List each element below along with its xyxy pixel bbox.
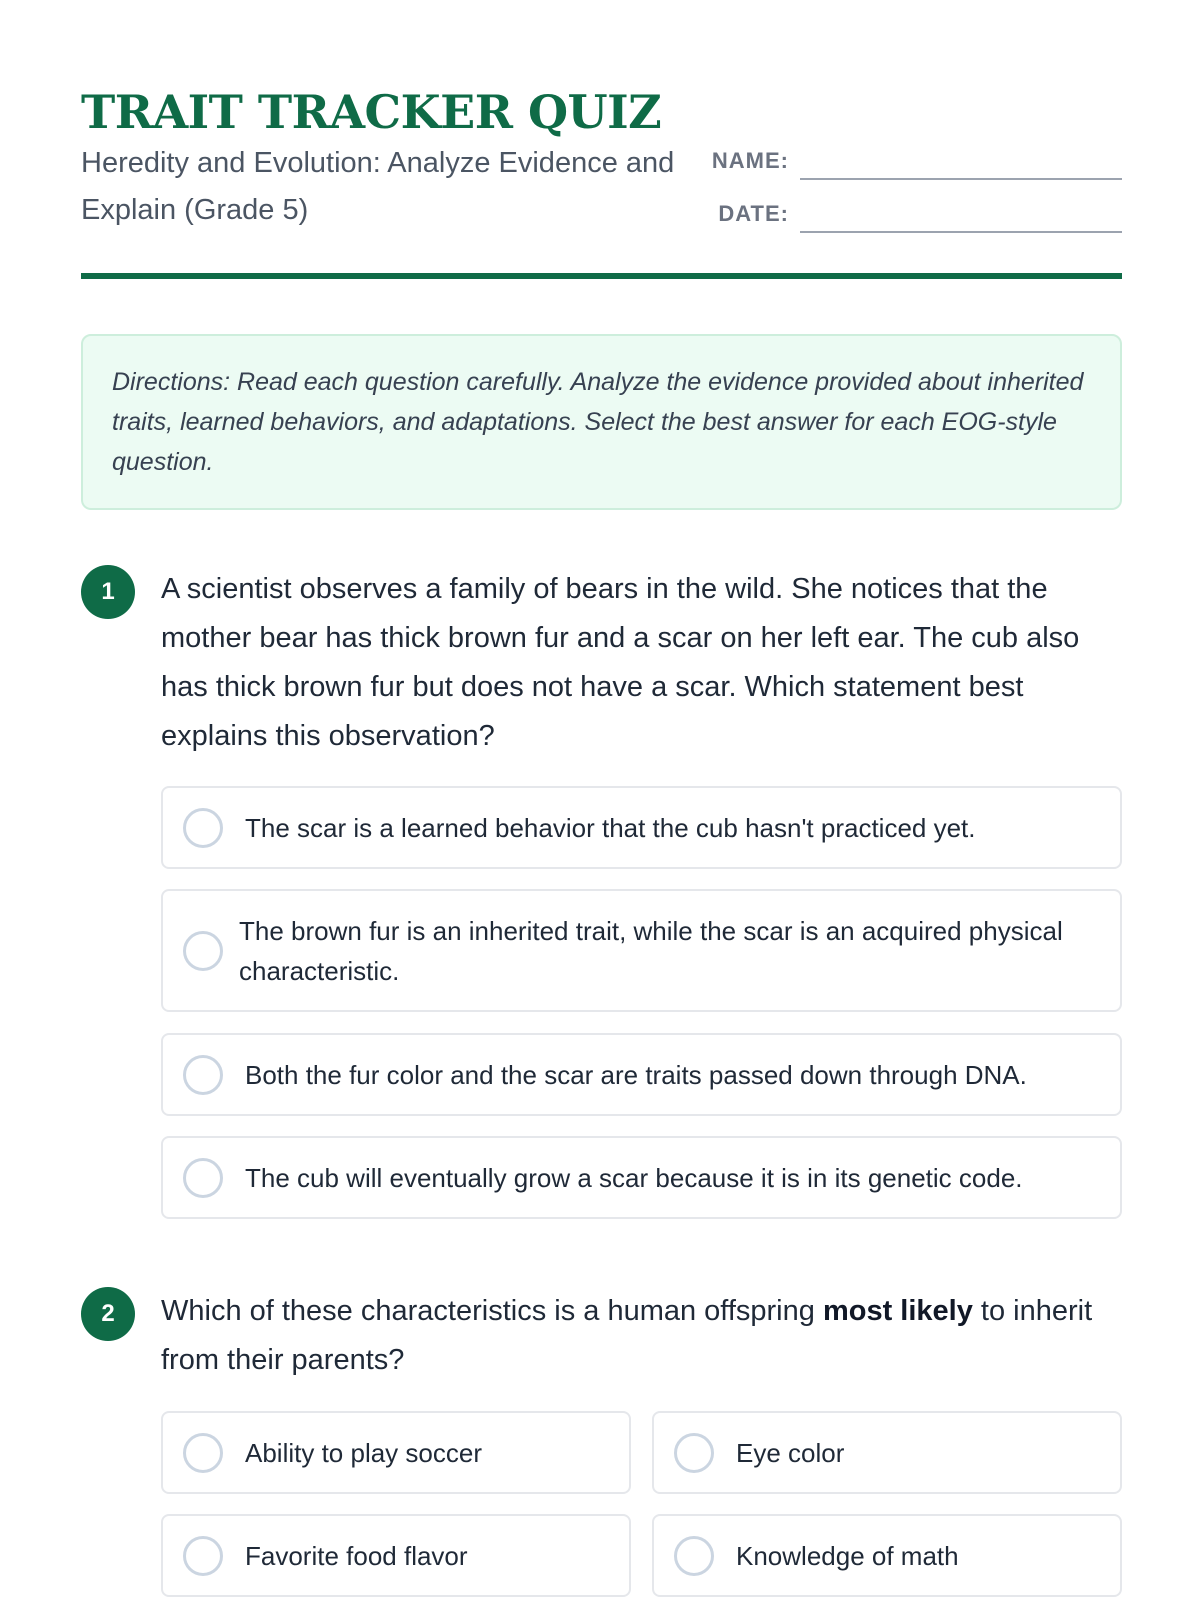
directions-box (81, 334, 1122, 510)
option-label: Eye color (736, 1437, 845, 1468)
answer-option-1b[interactable] (161, 889, 1122, 1012)
question-text (161, 1287, 1122, 1385)
option-label: The brown fur is an inherited trait, while the scar is an acquired physical characteristic. (239, 915, 1063, 986)
radio-button-icon[interactable] (183, 1433, 223, 1473)
radio-button-icon[interactable] (183, 1055, 223, 1095)
page-subtitle: Heredity and Evolution: Analyze Evidence and Explain (Grade 5) (81, 147, 675, 226)
question-text-part: to inherit from their parents? (161, 1295, 1093, 1376)
name-field (676, 140, 1122, 180)
question-number-badge: 2 (81, 1287, 135, 1341)
answer-option-2d[interactable] (652, 1514, 1122, 1597)
question-number-badge: 1 (81, 565, 135, 619)
radio-button-icon[interactable] (183, 931, 223, 971)
answer-option-2c[interactable] (161, 1514, 631, 1597)
radio-button-icon[interactable] (183, 808, 223, 848)
date-field (676, 193, 1122, 233)
radio-button-icon[interactable] (674, 1433, 714, 1473)
name-label: NAME: (711, 148, 789, 173)
answer-option-1c[interactable] (161, 1033, 1122, 1116)
option-label: The cub will eventually grow a scar because it is in its genetic code. (245, 1162, 1023, 1193)
radio-button-icon[interactable] (674, 1536, 714, 1576)
question-emphasis: most likely (822, 1295, 973, 1327)
option-label: Favorite food flavor (245, 1540, 468, 1571)
answer-option-2b[interactable] (652, 1411, 1122, 1494)
radio-button-icon[interactable] (183, 1536, 223, 1576)
answer-option-1d[interactable] (161, 1136, 1122, 1219)
question-text: A scientist observes a family of bears in the wild. She notices that the mother bear has thick brown fur and a scar on her left ear. The cub also has thick brown fur but does not have a scar. Which statement best explains this observation? (161, 573, 1080, 752)
directions-text: Directions: Read each question carefully. Analyze the evidence provided about inherited traits, learned behaviors, and adaptations. Select the best answer for each EOG-style question. (112, 368, 1084, 476)
header-divider (81, 273, 1122, 279)
radio-button-icon[interactable] (183, 1158, 223, 1198)
option-label: Both the fur color and the scar are traits passed down through DNA. (245, 1059, 1027, 1090)
page-title: TRAIT TRACKER QUIZ (81, 85, 662, 139)
answer-option-1a[interactable] (161, 786, 1122, 869)
option-label: Ability to play soccer (245, 1437, 482, 1468)
name-input-line[interactable] (800, 178, 1122, 180)
date-input-line[interactable] (800, 231, 1122, 233)
date-label: DATE: (718, 201, 789, 226)
option-label: The scar is a learned behavior that the cub hasn't practiced yet. (245, 812, 976, 843)
answer-option-2a[interactable] (161, 1411, 631, 1494)
option-label: Knowledge of math (736, 1540, 959, 1571)
question-text-part: Which of these characteristics is a human offspring (161, 1295, 823, 1327)
